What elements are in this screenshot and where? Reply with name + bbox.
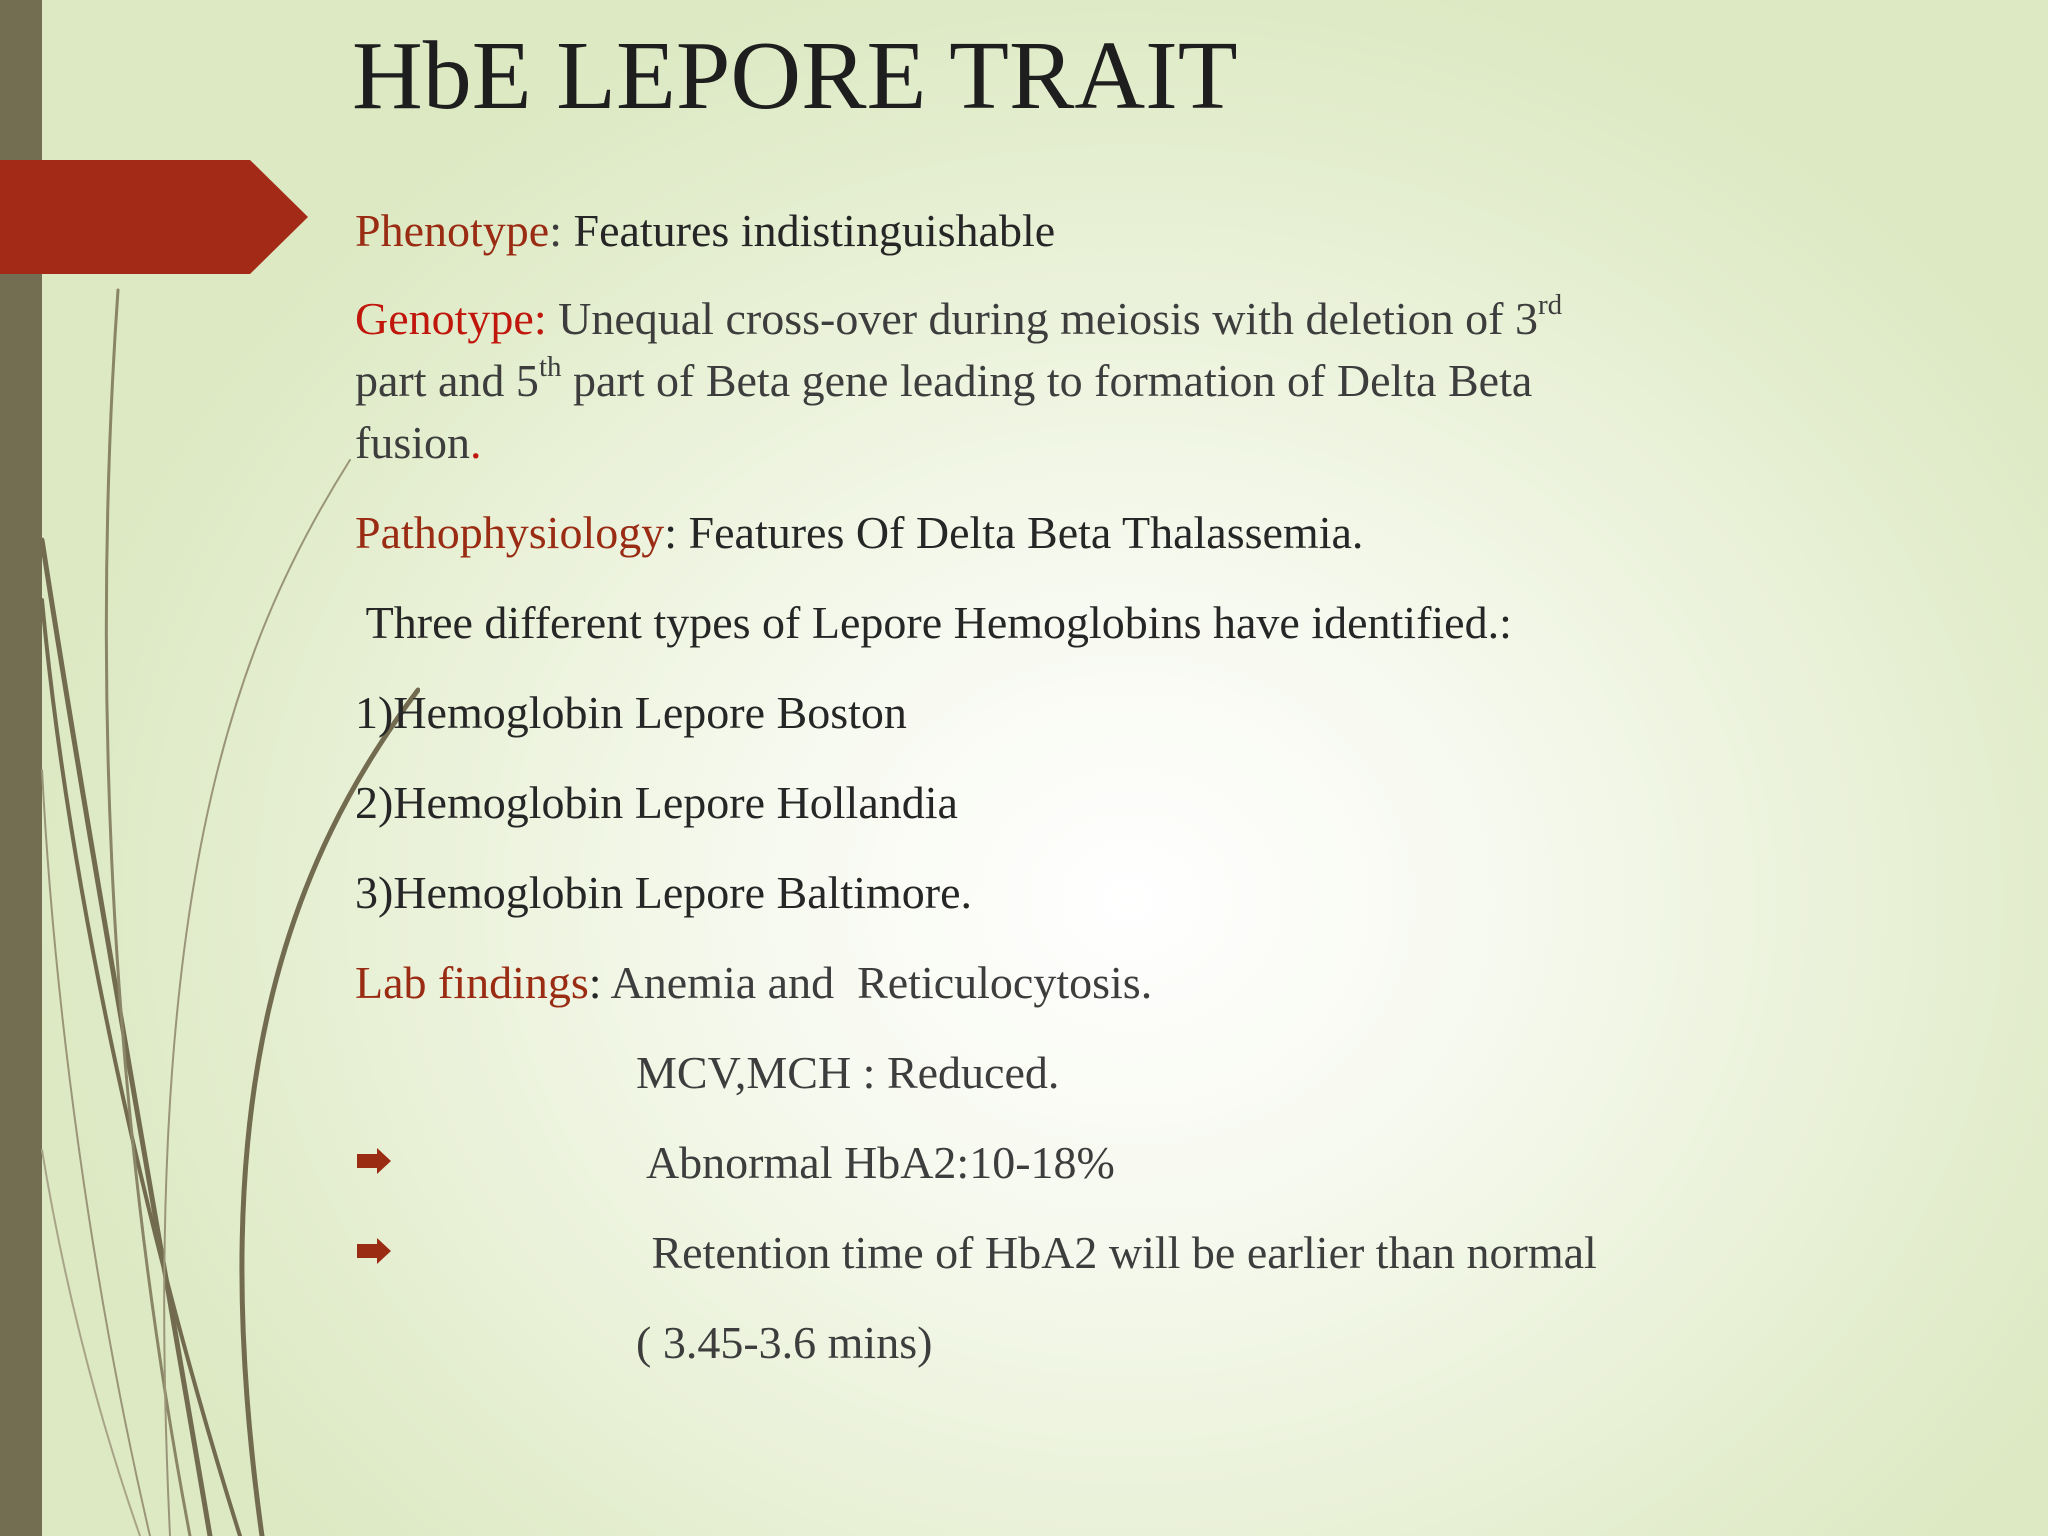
slide-title: HbE LEPORE TRAIT	[352, 22, 1238, 130]
genotype-text-2: part and 5	[355, 355, 539, 406]
genotype-label: Genotype:	[355, 293, 547, 344]
phenotype-separator: :	[549, 205, 562, 256]
genotype-superscript-rd: rd	[1537, 288, 1563, 321]
genotype-line-3	[355, 412, 1562, 474]
lab-findings-separator: :	[588, 957, 602, 1008]
genotype-line-2	[355, 350, 1562, 412]
phenotype-line	[355, 200, 1055, 262]
phenotype-text: Features indistinguishable	[561, 205, 1056, 256]
type-item-boston: 1)Hemoglobin Lepore Boston	[355, 687, 907, 738]
arrow-tab-decoration	[0, 160, 308, 274]
pathophysiology-label: Pathophysiology	[355, 507, 665, 558]
arrow-bullet-icon	[355, 1236, 393, 1266]
pathophysiology-line	[355, 502, 1363, 564]
genotype-block	[355, 288, 1562, 474]
genotype-period: .	[470, 417, 482, 468]
bullet-abnormal-hba2: Abnormal HbA2:10-18%	[637, 1137, 1115, 1188]
bullet-retention-time: Retention time of HbA2 will be earlier than normal	[640, 1227, 1597, 1278]
pathophysiology-separator: :	[664, 507, 678, 558]
mcv-mch-line: MCV,MCH : Reduced.	[636, 1047, 1060, 1098]
arrow-bullet-icon	[355, 1146, 393, 1176]
pathophysiology-text: Features Of Delta Beta Thalassemia.	[677, 507, 1364, 558]
lab-findings-text: Anemia and Reticulocytosis.	[601, 957, 1153, 1008]
genotype-line-1	[355, 288, 1562, 350]
lab-findings-label: Lab findings	[355, 957, 589, 1008]
genotype-superscript-th: th	[538, 350, 562, 383]
types-intro: Three different types of Lepore Hemoglobins have identified.:	[355, 597, 1512, 648]
genotype-text-4: fusion	[355, 417, 470, 468]
type-item-hollandia: 2)Hemoglobin Lepore Hollandia	[355, 777, 958, 828]
type-item-baltimore: 3)Hemoglobin Lepore Baltimore.	[355, 867, 973, 918]
phenotype-label: Phenotype	[355, 205, 550, 256]
lab-findings-line	[355, 952, 1152, 1014]
genotype-text-3: part of Beta gene leading to formation of Delta Beta	[561, 355, 1533, 406]
genotype-text-1: Unequal cross-over during meiosis with deletion of 3	[546, 293, 1538, 344]
retention-range-line: ( 3.45-3.6 mins)	[636, 1317, 933, 1368]
